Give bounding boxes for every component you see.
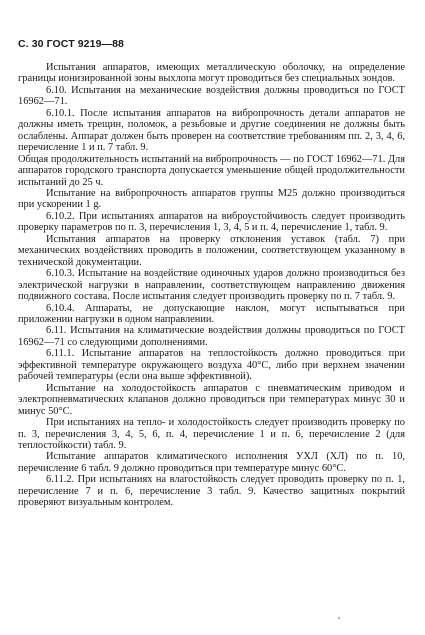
paragraph-section-6-10-2: 6.10.2. При испытаниях аппаратов на виброустойчивость следует производить проверку параметров по п. 3, перечисления 1, 3, 4, 5 и п. 4, перечисление 1, табл. 9. <box>18 210 405 234</box>
scan-speck <box>338 617 340 619</box>
paragraph: Испытание на холодостойкость аппаратов с пневматическим приводом и электропневматических клапанов должно проводиться при температурах минус 30 и минус 50°С. <box>18 382 405 417</box>
paragraph-section-6-10-3: 6.10.3. Испытание на воздействие одиночных ударов должно производиться без электрической нагрузки в направлении, соответствующем направлению движения подвижного состава. После испытания следует производить проверку по п. 7 табл. 9. <box>18 268 405 303</box>
paragraph-section-6-10-1: 6.10.1. После испытания аппаратов на вибропрочность детали аппаратов не должны иметь трещин, поломок, а резьбовые и другие соединения не должны быть ослаблены. Аппарат должен быть проверен на соответствие требованиям пп. 2, 3, 4, 6, перечисление 1 и п. 7 табл. 9. <box>18 107 405 154</box>
paragraph: Общая продолжительность испытаний на вибропрочность — по ГОСТ 16962—71. Для аппаратов городского транспорта допускается уменьшение общей продолжительности испытаний до 25 ч. <box>18 153 405 188</box>
paragraph-section-6-11: 6.11. Испытания на климатические воздействия должны проводиться по ГОСТ 16962—71 со следующими дополнениями. <box>18 325 405 348</box>
paragraph-section-6-11-1: 6.11.1. Испытание аппаратов на теплостойкость должно проводиться при эффективной температуре окружающего воздуха 40°С, либо при верхнем значении рабочей температуры (если она выше эффективной). <box>18 348 405 383</box>
paragraph: Испытание на вибропрочность аппаратов группы М25 должно производиться при ускорении 1 g. <box>18 187 405 211</box>
document-body <box>18 62 405 509</box>
paragraph: Испытание аппаратов климатического исполнения УХЛ (ХЛ) по п. 10, перечисление 6 табл. 9 должно проводиться при температуре минус 60°С. <box>18 451 405 474</box>
paragraph: Испытания аппаратов, имеющих металлическую оболочку, на определение границы ионизированной зоны выхлопа могут проводиться без специальных зондов. <box>18 62 405 85</box>
paragraph: Испытания аппаратов на проверку отклонения уставок (табл. 7) при механических воздействиях проводить в положении, соответствующем указанному в технической документации. <box>18 233 405 268</box>
paragraph-section-6-10: 6.10. Испытания на механические воздействия должны проводиться по ГОСТ 16962—71. <box>18 84 405 108</box>
paragraph: При испытаниях на тепло- и холодостойкость следует производить проверку по п. 3, перечисления 3, 4, 5, 6, п. 4, перечисление 1 и п. 6, перечисление 2 (для теплостойкости) табл. 9. <box>18 417 405 451</box>
page-header: С. 30 ГОСТ 9219—88 <box>18 38 124 50</box>
paragraph-section-6-11-2: 6.11.2. При испытаниях на влагостойкость следует проводить проверку по п. 1, перечисление 7 и п. 6, перечисление 3 табл. 9. Качество защитных покрытий проверяют визуальным контролем. <box>18 474 405 509</box>
paragraph-section-6-10-4: 6.10.4. Аппараты, не допускающие наклон, могут испытываться при приложении нагрузки в одном направлении. <box>18 302 405 325</box>
